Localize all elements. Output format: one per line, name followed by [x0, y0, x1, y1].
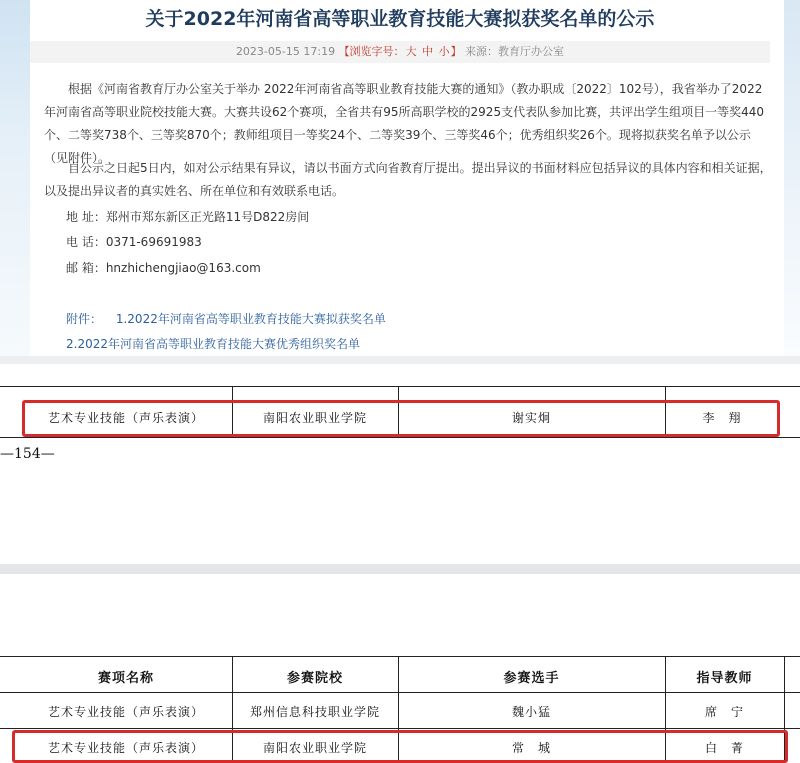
table-line — [0, 656, 800, 657]
row1-event: 艺术专业技能（声乐表演） — [47, 705, 204, 719]
row2-school: 南阳农业职业学院 — [262, 741, 367, 755]
header-teacher: 指导教师 — [696, 671, 753, 686]
contact-email: 邮 箱：hnzhichengjiao@163.com — [66, 261, 261, 275]
row2-teacher: 白 菁 — [704, 741, 744, 755]
section-divider — [0, 356, 800, 364]
cell-contestant: 谢实炯 — [511, 411, 551, 425]
source-label: 来源：教育厅办公室 — [465, 45, 565, 58]
paragraph-intro: 根据《河南省教育厅办公室关于举办 2022年河南省高等职业教育技能大赛的通知》（教办职成〔2022〕102号），我省举办了2022年河南省高等职业院校技能大赛。大赛共设62个赛项，全省共有95所高职学校的2925支代表队参加比赛，共评出学生组项目一等奖440个、二等奖738个、三等奖870个；教师组项目一等奖24个、二等奖39个、三等奖46个；优秀组织奖26个。现将拟获奖名单予以公示（见附件）。 — [44, 82, 764, 165]
publish-date: 2023-05-15 17:19 — [235, 45, 336, 58]
attachments-label: 附件： — [66, 312, 103, 326]
header-event: 赛项名称 — [97, 671, 154, 686]
table-line — [0, 728, 800, 729]
right-background — [784, 0, 800, 356]
cell-teacher: 李 翔 — [702, 411, 742, 425]
left-background — [0, 0, 30, 356]
table-fragment-top — [0, 364, 800, 564]
attachment-link-2[interactable]: 2.2022年河南省高等职业教育技能大赛优秀组织奖名单 — [66, 337, 360, 351]
table-line — [0, 692, 800, 693]
row1-teacher: 席 宁 — [704, 705, 744, 719]
font-size-small-button[interactable]: 小 — [438, 45, 450, 58]
contact-address: 地 址：郑州市郑东新区正光路11号D822房间 — [66, 210, 310, 224]
table-line — [0, 437, 800, 438]
font-size-large-button[interactable]: 大 — [405, 45, 417, 58]
meta-bar — [30, 41, 770, 63]
row1-school: 郑州信息科技职业学院 — [249, 705, 380, 719]
row2-event: 艺术专业技能（声乐表演） — [47, 741, 204, 755]
paragraph-objection: 自公示之日起5日内，如对公示结果有异议，请以书面方式向省教育厅提出。提出异议的书面材料应包括异议的具体内容和相关证据，以及提出异议者的真实姓名、所在单位和有效联系电话。 — [44, 161, 772, 198]
font-size-close: 】 — [450, 45, 462, 58]
section-divider — [0, 564, 800, 574]
highlight-box — [12, 730, 788, 763]
header-school: 参赛院校 — [286, 671, 343, 686]
highlight-box — [22, 400, 780, 437]
table-fragment-bottom — [0, 574, 800, 763]
article-screenshot — [0, 0, 800, 356]
cell-event: 艺术专业技能（声乐表演） — [47, 411, 204, 425]
font-size-medium-button[interactable]: 中 — [422, 45, 434, 58]
header-contestant: 参赛选手 — [503, 671, 560, 686]
row2-contestant: 常 城 — [511, 741, 551, 755]
cell-school: 南阳农业职业学院 — [262, 411, 367, 425]
article-title: 关于2022年河南省高等职业教育技能大赛拟获奖名单的公示 — [145, 8, 655, 30]
font-size-label: 【浏览字号： — [338, 45, 405, 58]
row1-contestant: 魏小猛 — [511, 705, 551, 719]
page-number: —154— — [0, 446, 55, 462]
table-line — [0, 386, 800, 387]
attachments-line-1 — [66, 309, 386, 329]
attachment-link-1[interactable]: 1.2022年河南省高等职业教育技能大赛拟获奖名单 — [115, 312, 386, 326]
contact-phone: 电 话：0371-69691983 — [66, 235, 202, 249]
